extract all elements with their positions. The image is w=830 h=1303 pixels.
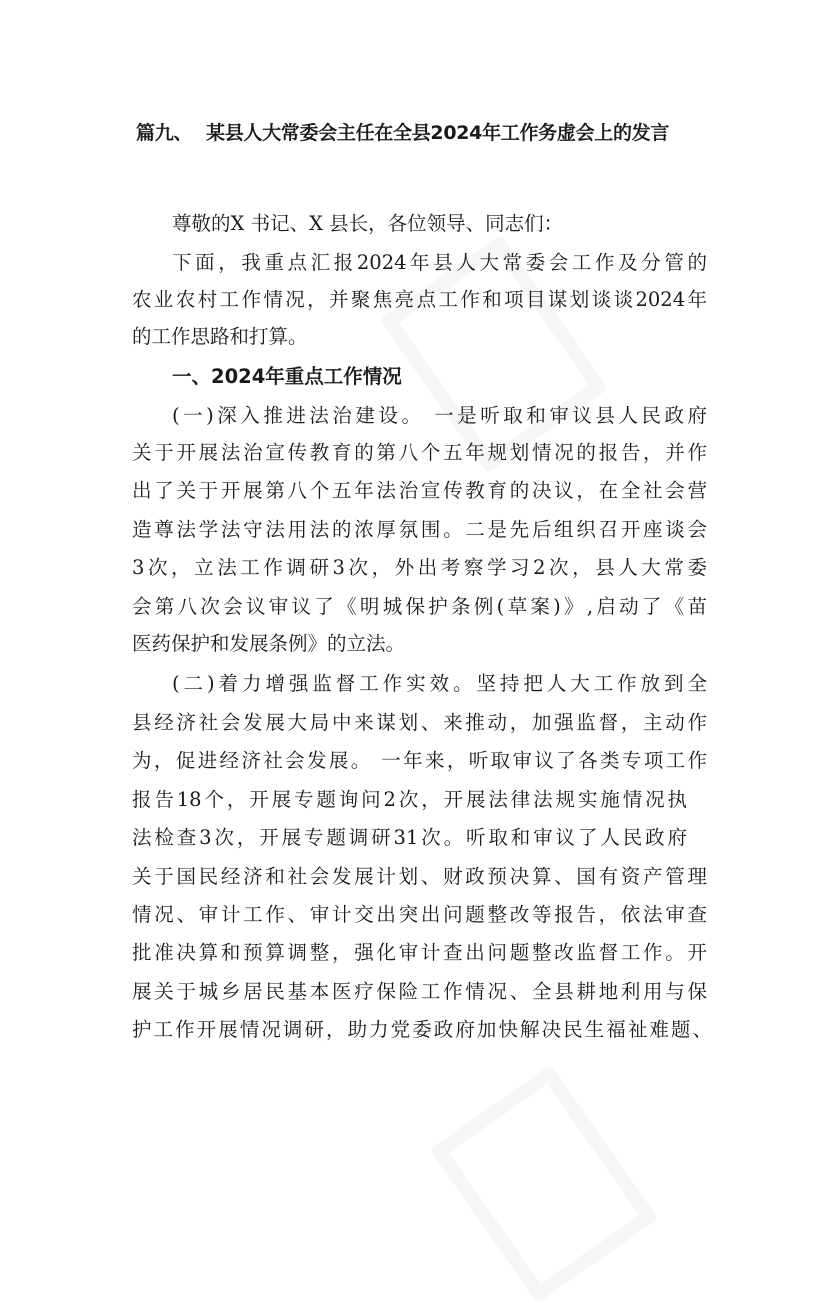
- paragraph-line: 关于国民经济和社会发展计划、财政预决算、国有资产管理: [132, 865, 707, 888]
- paragraph-line: 情况、审计工作、审计交出突出问题整改等报告，依法审查: [132, 903, 707, 926]
- page-title: [136, 118, 696, 145]
- section-heading: 一、2024年重点工作情况: [172, 365, 402, 388]
- paragraph-line: 3次，立法工作调研3次，外出考察学习2次，县人大常委: [132, 556, 707, 579]
- paragraph-line: 医药保护和发展条例》的立法。: [132, 632, 406, 655]
- paragraph-line: (二)着力增强监督工作实效。坚持把人大工作放到全: [172, 672, 707, 695]
- title-text: 某县人大常委会主任在全县2024年工作务虚会上的发言: [206, 122, 670, 144]
- paragraph-line: 会第八次会议审议了《明城保护条例(草案)》,启动了《苗: [132, 595, 707, 618]
- paragraph-line: 的工作思路和打算。: [132, 325, 308, 348]
- paragraph-line: 出了关于开展第八个五年法治宣传教育的决议，在全社会营: [132, 479, 707, 502]
- paragraph-line: 下面，我重点汇报2024年县人大常委会工作及分管的: [172, 251, 707, 274]
- paragraph-line: 护工作开展情况调研，助力党委政府加快解决民生福祉难题、: [132, 1018, 712, 1041]
- salutation: 尊敬的X 书记、X 县长，各位领导、同志们：: [172, 212, 564, 235]
- paragraph-line: 展关于城乡居民基本医疗保险工作情况、全县耕地利用与保: [132, 980, 707, 1003]
- paragraph-line: 造尊法学法守法用法的浓厚氛围。二是先后组织召开座谈会: [132, 518, 707, 541]
- paragraph-line: 批准决算和预算调整，强化审计查出问题整改监督工作。开: [132, 941, 707, 964]
- paragraph-line: 农业农村工作情况，并聚焦亮点工作和项目谋划谈谈2024年: [132, 288, 707, 311]
- paragraph-line: 报告18个，开展专题询问2次，开展法律法规实施情况执: [132, 788, 687, 811]
- watermark: [429, 1065, 658, 1303]
- paragraph-line: 为，促进经济社会发展。 一年来，听取审议了各类专项工作: [132, 749, 707, 772]
- paragraph-line: 法检查3次，开展专题调研31次。听取和审议了人民政府: [132, 826, 687, 849]
- paragraph-line: (一)深入推进法治建设。 一是听取和审议县人民政府: [172, 404, 707, 427]
- paragraph-line: 县经济社会发展大局中来谋划、来推动，加强监督，主动作: [132, 711, 707, 734]
- paragraph-line: 关于开展法治宣传教育的第八个五年规划情况的报告，并作: [132, 441, 707, 464]
- title-number: 篇九、: [136, 122, 193, 144]
